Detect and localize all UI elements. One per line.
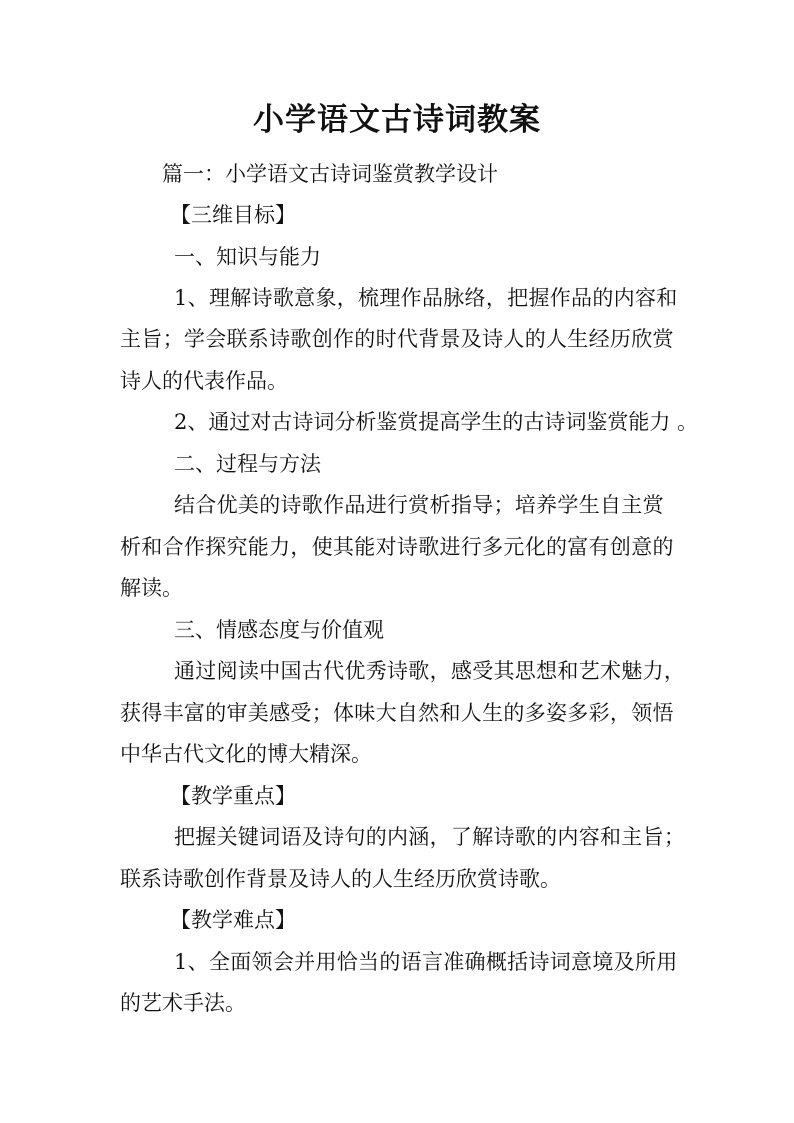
paragraph-line: 2、通过对古诗词分析鉴赏提高学生的古诗词鉴赏能力 。 bbox=[174, 410, 699, 434]
paragraph-line: 通过阅读中国古代优秀诗歌，感受其思想和艺术魅力， bbox=[174, 659, 686, 683]
paragraph-line: 获得丰富的审美感受；体味大自然和人生的多姿多彩，领悟 bbox=[120, 701, 674, 725]
paragraph-line: 析和合作探究能力，使其能对诗歌进行多元化的富有创意的 bbox=[120, 535, 674, 559]
paragraph-line: 诗人的代表作品。 bbox=[120, 369, 288, 393]
heading-teaching-focus: 【教学重点】 bbox=[170, 784, 296, 808]
paragraph-line: 联系诗歌创作背景及诗人的人生经历欣赏诗歌。 bbox=[120, 867, 561, 891]
heading-three-dimensional-goals: 【三维目标】 bbox=[170, 203, 296, 227]
paragraph-line: 中华古代文化的博大精深。 bbox=[120, 742, 372, 766]
paragraph-line: 把握关键词语及诗句的内涵，了解诗歌的内容和主旨； bbox=[174, 825, 686, 849]
paragraph-line: 解读。 bbox=[120, 576, 183, 600]
paragraph-line: 主旨；学会联系诗歌创作的时代背景及诗人的人生经历欣赏 bbox=[120, 327, 674, 351]
paragraph-line: 1、全面领会并用恰当的语言准确概括诗词意境及所用 bbox=[174, 950, 678, 974]
paragraph-line: 1、理解诗歌意象，梳理作品脉络，把握作品的内容和 bbox=[174, 286, 678, 310]
heading-teaching-difficulty: 【教学难点】 bbox=[170, 908, 296, 932]
paragraph-line: 的艺术手法。 bbox=[120, 991, 246, 1015]
subheading-knowledge-ability: 一、知识与能力 bbox=[174, 245, 321, 269]
subheading-process-method: 二、过程与方法 bbox=[174, 452, 321, 476]
section-heading-part-one: 篇一：小学语文古诗词鉴赏教学设计 bbox=[162, 162, 498, 186]
document-title: 小学语文古诗词教案 bbox=[253, 102, 541, 138]
subheading-emotion-values: 三、情感态度与价值观 bbox=[174, 618, 384, 642]
paragraph-line: 结合优美的诗歌作品进行赏析指导；培养学生自主赏 bbox=[174, 493, 664, 517]
